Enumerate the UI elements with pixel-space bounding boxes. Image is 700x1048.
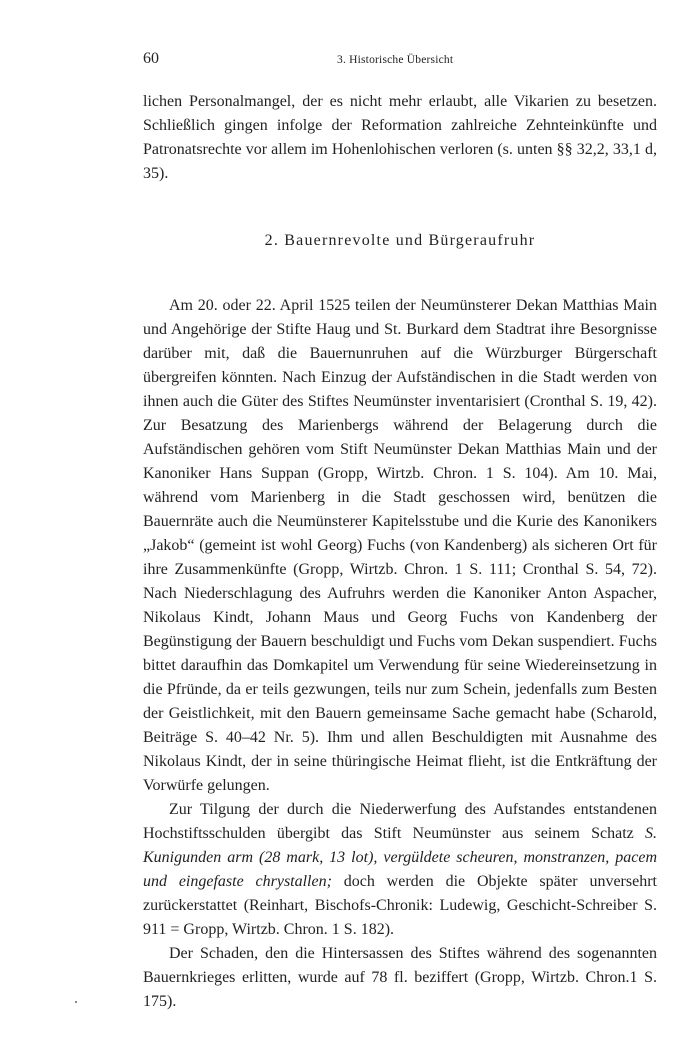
- section-heading: 2. Bauernrevolte und Bürgeraufruhr: [264, 232, 536, 249]
- page-number: 60: [143, 50, 159, 67]
- scan-speck: [75, 1001, 77, 1003]
- intro-paragraph: lichen Personalmangel, der es nicht mehr erlaubt, alle Vikarien zu besetzen. Schließlich gingen infolge der Reformation zahlreiche Zehnteinkünfte und Patronatsrechte vor allem im Hohenlohischen verloren (s. unten §§ 32,2, 33,1 d, 35).: [143, 93, 657, 182]
- paragraph-uprising: Am 20. oder 22. April 1525 teilen der Neumünsterer Dekan Matthias Main und Angehörige der Stifte Haug und St. Burkard dem Stadtrat ihre Besorgnisse darüber mit, daß die Bauernunruhen auf die Würzburger Bürgerschaft übergreifen könnten. Nach Einzug der Aufständischen in die Stadt werden von ihnen auch die Güter des Stiftes Neumünster inventarisiert (Cronthal S. 19, 42). Zur Besatzung des Marienbergs während der Belagerung durch die Aufständischen gehören vom Stift Neumünster Dekan Matthias Main und der Kanoniker Hans Suppan (Gropp, Wirtzb. Chron. 1 S. 104). Am 10. Mai, während vom Marienberg in die Stadt geschossen wird, benützen die Bauernräte auch die Neumünsterer Kapitelsstube und die Kurie des Kanonikers „Jakob“ (gemeint ist wohl Georg) Fuchs (von Kandenberg) als sicheren Ort für ihre Zusammenkünfte (Gropp, Wirtzb. Chron. 1 S. 111; Cronthal S. 54, 72). Nach Niederschlagung des Aufruhrs werden die Kanoniker Anton Aspacher, Nikolaus Kindt, Johann Maus und Georg Fuchs von Kandenberg der Begünstigung der Bauern beschuldigt und Fuchs vom Dekan suspendiert. Fuchs bittet daraufhin das Domkapitel um Verwendung für seine Wiedereinsetzung in die Pfründe, da er teils gezwungen, teils nur zum Schein, jedenfalls zum Besten der Geistlichkeit, mit den Bauern gemeinsame Sache gemacht habe (Scharold, Beiträge S. 40–42 Nr. 5). Ihm und allen Beschuldigten mit Ausnahme des Nikolaus Kindt, der in seine thüringische Heimat flieht, ist die Entkräftung der Vorwürfe gelungen.: [143, 297, 657, 794]
- paragraph-damage: Der Schaden, den die Hintersassen des Stiftes während des sogenannten Bauernkrieges erlitten, wurde auf 78 fl. beziffert (Gropp, Wirtzb. Chron.1 S. 175).: [143, 945, 657, 1010]
- paragraph-treasury-text-before: Zur Tilgung der durch die Niederwerfung des Aufstandes entstandenen Hochstiftsschulden übergibt das Stift Neumünster aus seinem Schatz: [143, 801, 657, 842]
- running-title: 3. Historische Übersicht: [337, 54, 454, 66]
- treasury-quote: S. Kunigunden arm (28 mark, 13 lot), vergüldete scheuren, monstranzen, pacem und eingefaste chrystallen;: [143, 825, 657, 890]
- running-head: [143, 50, 657, 74]
- paragraph-treasury: [143, 798, 657, 942]
- book-page: [143, 50, 657, 1014]
- paragraph-treasury-text-after: doch werden die Objekte später unversehrt zurückerstattet (Reinhart, Bischofs-Chronik: Ludewig, Geschicht-Schreiber S. 911 = Gropp, Wirtzb. Chron. 1 S. 182).: [143, 873, 657, 938]
